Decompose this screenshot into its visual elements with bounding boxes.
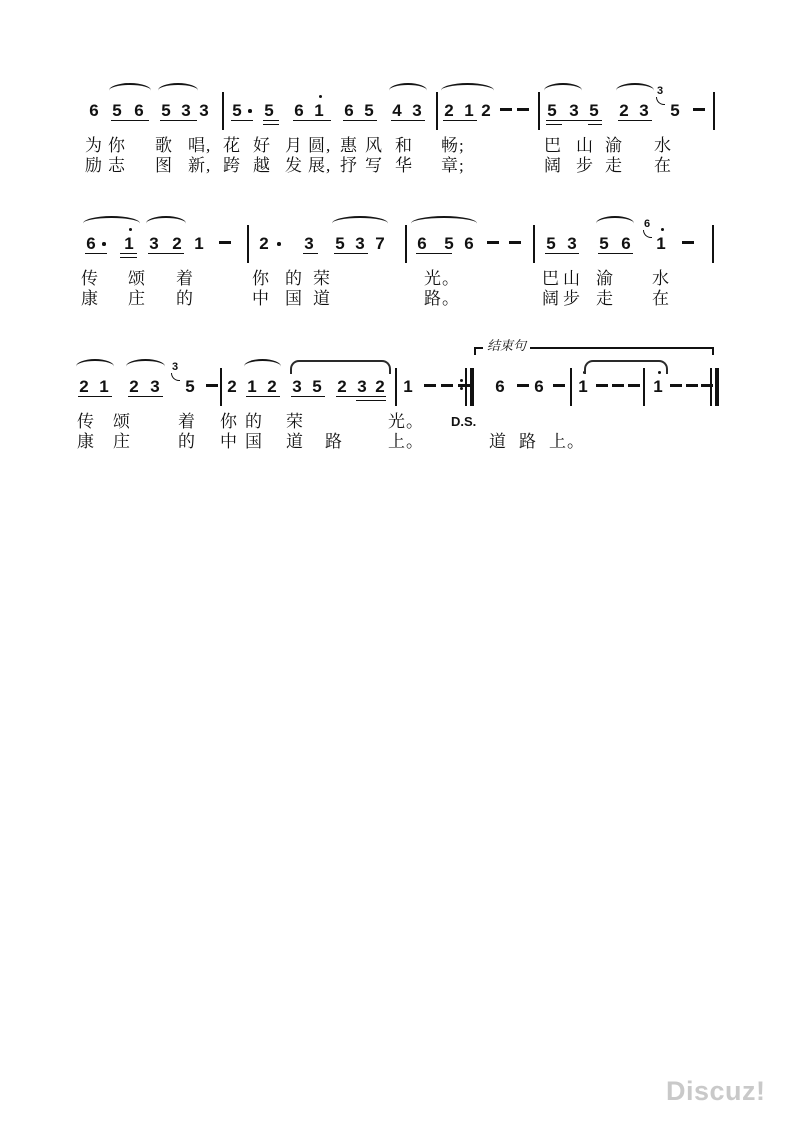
lyric-verse2: 跨 — [223, 156, 241, 175]
barline — [436, 92, 438, 130]
lyric-verse2: 路。 — [424, 289, 460, 308]
note-digit: 3 — [569, 101, 579, 120]
beam-underline-2 — [356, 400, 386, 402]
beam-underline-1 — [85, 253, 107, 255]
lyric-verse2: 在 — [654, 156, 672, 175]
lyric-verse2: 阔 — [542, 289, 560, 308]
lyric-verse2: 国 — [285, 289, 303, 308]
note-digit: 6 — [464, 234, 474, 253]
note-digit: 2 — [337, 377, 347, 396]
lyric-verse2: 阔 — [544, 156, 562, 175]
slur-arc — [411, 216, 477, 231]
note-digit: 3 — [181, 101, 191, 120]
lyric-verse1: 荣 — [313, 269, 331, 288]
beam-underline-1 — [443, 120, 477, 122]
lyric-verse1: 的 — [245, 412, 263, 431]
lyric-verse1: 水 — [654, 136, 672, 155]
slur-arc — [126, 359, 165, 374]
slur-arc — [616, 83, 654, 98]
note-digit: 5 — [589, 101, 599, 120]
lyric-verse2: 励 — [85, 156, 103, 175]
note-digit: 3 — [304, 234, 314, 253]
grace-tie-hook — [643, 230, 652, 238]
note-digit: 3 — [292, 377, 302, 396]
duration-dash — [206, 384, 218, 387]
lyric-verse2: 庄 — [113, 432, 131, 451]
slur-arc — [158, 83, 198, 98]
note-digit: 3 — [639, 101, 649, 120]
note-digit: 2 — [227, 377, 237, 396]
beam-underline-2 — [263, 124, 279, 126]
lyric-verse2: 道 — [489, 432, 507, 451]
note-digit: 1 — [99, 377, 109, 396]
note-digit: 1 — [403, 377, 413, 396]
repeat-dot — [460, 387, 463, 390]
lyric-verse1: 巴 — [542, 269, 560, 288]
grace-tie-hook — [171, 373, 180, 381]
lyric-verse2: 的 — [176, 289, 194, 308]
lyric-verse2: 上。 — [388, 432, 424, 451]
note-digit: 1 — [653, 377, 663, 396]
note-digit: 5 — [547, 101, 557, 120]
beam-underline-1 — [293, 120, 331, 122]
duration-dash — [612, 384, 624, 387]
note-digit: 5 — [546, 234, 556, 253]
final-thick-barline — [715, 368, 720, 406]
lyric-verse2: 越 — [253, 156, 271, 175]
barline — [712, 225, 714, 263]
slur-arc — [244, 359, 281, 374]
slur-arc — [596, 216, 634, 231]
lyric-verse1: 唱, — [188, 136, 212, 155]
note-digit: 1 — [314, 101, 324, 120]
beam-underline-1 — [148, 253, 184, 255]
tie-flat — [584, 360, 668, 374]
note-digit: 3 — [567, 234, 577, 253]
lyric-verse1: 颂 — [113, 412, 131, 431]
note-digit: 6 — [417, 234, 427, 253]
lyric-verse2: 在 — [652, 289, 670, 308]
note-digit: 6 — [344, 101, 354, 120]
lyric-verse1: 花 — [223, 136, 241, 155]
lyric-verse2: 抒 — [340, 156, 358, 175]
note-digit: 1 — [578, 377, 588, 396]
lyric-verse1: 好 — [253, 136, 271, 155]
note-digit: 6 — [294, 101, 304, 120]
barline — [222, 92, 224, 130]
lyric-verse2: 华 — [395, 156, 413, 175]
lyric-verse2: 写 — [365, 156, 383, 175]
duration-dash — [682, 241, 694, 244]
note-digit: 5 — [312, 377, 322, 396]
lyric-verse1: 山 — [563, 269, 581, 288]
beam-underline-1 — [336, 396, 386, 398]
repeat-thin-barline — [465, 368, 467, 406]
lyric-verse2: 中 — [252, 289, 270, 308]
duration-dash — [441, 384, 453, 387]
ending-phrase-label: 结束句 — [483, 339, 530, 353]
beam-underline-1 — [246, 396, 280, 398]
grace-note: 6 — [644, 218, 651, 230]
lyric-verse2: 发 — [285, 156, 303, 175]
repeat-dot — [460, 379, 463, 382]
lyric-verse2: 章; — [441, 156, 465, 175]
lyric-verse2: 的 — [178, 432, 196, 451]
beam-underline-1 — [78, 396, 112, 398]
lyric-verse1: 月 — [285, 136, 303, 155]
lyric-verse2: 展, — [308, 156, 332, 175]
lyric-verse1: 你 — [108, 136, 126, 155]
beam-underline-1 — [334, 253, 368, 255]
lyric-verse2: 路 — [519, 432, 537, 451]
note-digit: 3 — [357, 377, 367, 396]
lyric-verse1: 风 — [365, 136, 383, 155]
slur-arc — [83, 216, 140, 231]
duration-dash — [670, 384, 682, 387]
slur-arc — [441, 83, 494, 98]
grace-note: 3 — [657, 85, 664, 97]
duration-dot — [248, 109, 252, 113]
slur-arc — [332, 216, 388, 231]
lyric-verse2: 步 — [576, 156, 594, 175]
note-digit: 1 — [464, 101, 474, 120]
note-digit: 2 — [481, 101, 491, 120]
note-digit: 5 — [112, 101, 122, 120]
beam-underline-1 — [618, 120, 652, 122]
lyric-verse1: 巴 — [544, 136, 562, 155]
ending-bracket-tick-left — [474, 347, 476, 355]
note-digit: 3 — [149, 234, 159, 253]
grace-note: 3 — [172, 361, 179, 373]
discuz-watermark: Discuz! — [666, 1076, 766, 1106]
lyric-verse2: 图 — [155, 156, 173, 175]
lyric-verse1: 和 — [395, 136, 413, 155]
beam-underline-2 — [588, 124, 602, 126]
note-digit: 2 — [375, 377, 385, 396]
duration-dash — [487, 241, 499, 244]
lyric-verse1: 为 — [85, 136, 103, 155]
dal-segno-mark: D.S. — [451, 414, 477, 429]
duration-dash — [517, 384, 529, 387]
duration-dash — [424, 384, 436, 387]
lyric-verse2: 庄 — [128, 289, 146, 308]
note-digit: 2 — [267, 377, 277, 396]
barline — [405, 225, 407, 263]
note-digit: 1 — [656, 234, 666, 253]
note-digit: 4 — [392, 101, 402, 120]
beam-underline-1 — [598, 253, 633, 255]
lyric-verse2: 中 — [220, 432, 238, 451]
lyric-verse1: 传 — [77, 412, 95, 431]
note-digit: 2 — [172, 234, 182, 253]
note-digit: 6 — [86, 234, 96, 253]
duration-dash — [509, 241, 521, 244]
lyric-verse1: 的 — [285, 269, 303, 288]
slur-arc — [109, 83, 151, 98]
lyric-verse2: 康 — [81, 289, 99, 308]
lyric-verse1: 圆, — [308, 136, 332, 155]
duration-dash — [219, 241, 231, 244]
lyric-verse2: 道 — [313, 289, 331, 308]
lyric-verse2: 国 — [245, 432, 263, 451]
octave-dot — [319, 95, 322, 98]
note-digit: 3 — [150, 377, 160, 396]
note-digit: 5 — [232, 101, 242, 120]
duration-dot — [277, 242, 281, 246]
lyric-verse2: 走 — [596, 289, 614, 308]
barline — [538, 92, 540, 130]
lyric-verse1: 水 — [652, 269, 670, 288]
beam-underline-1 — [160, 120, 197, 122]
lyric-verse1: 着 — [178, 412, 196, 431]
lyric-verse2: 新, — [188, 156, 212, 175]
beam-underline-1 — [343, 120, 377, 122]
octave-dot — [661, 228, 664, 231]
duration-dash — [596, 384, 608, 387]
lyric-verse1: 传 — [81, 269, 99, 288]
lyric-verse1: 颂 — [128, 269, 146, 288]
beam-underline-1 — [128, 396, 163, 398]
beam-underline-1 — [111, 120, 149, 122]
note-digit: 2 — [129, 377, 139, 396]
barline — [220, 368, 222, 406]
lyric-verse1: 光。 — [388, 412, 424, 431]
tie-flat — [290, 360, 391, 374]
slur-arc — [389, 83, 427, 98]
slur-arc — [76, 359, 114, 374]
beam-underline-1 — [303, 253, 318, 255]
lyric-verse2: 步 — [563, 289, 581, 308]
slur-arc — [544, 83, 582, 98]
repeat-thick-barline — [470, 368, 475, 406]
note-digit: 1 — [247, 377, 257, 396]
barline — [395, 368, 397, 406]
lyric-verse1: 惠 — [340, 136, 358, 155]
barline — [570, 368, 572, 406]
note-digit: 6 — [534, 377, 544, 396]
barline — [533, 225, 535, 263]
duration-dash — [686, 384, 698, 387]
duration-dash — [500, 108, 512, 111]
note-digit: 6 — [621, 234, 631, 253]
note-digit: 5 — [670, 101, 680, 120]
lyric-verse2: 路 — [325, 432, 343, 451]
lyric-verse2: 道 — [286, 432, 304, 451]
note-digit: 7 — [375, 234, 385, 253]
lyric-verse1: 畅; — [441, 136, 465, 155]
duration-dash — [693, 108, 705, 111]
note-digit: 1 — [194, 234, 204, 253]
lyric-verse1: 你 — [252, 269, 270, 288]
lyric-verse2: 志 — [108, 156, 126, 175]
note-digit: 5 — [364, 101, 374, 120]
numbered-notation-score — [0, 0, 792, 560]
lyric-verse1: 光。 — [424, 269, 460, 288]
duration-dash — [517, 108, 529, 111]
beam-underline-1 — [263, 120, 279, 122]
beam-underline-2 — [546, 124, 562, 126]
note-digit: 3 — [412, 101, 422, 120]
beam-underline-1 — [391, 120, 425, 122]
lyric-verse2: 上。 — [549, 432, 585, 451]
beam-underline-1 — [231, 120, 253, 122]
note-digit: 5 — [599, 234, 609, 253]
note-digit: 2 — [79, 377, 89, 396]
beam-underline-1 — [120, 253, 137, 255]
note-digit: 3 — [199, 101, 209, 120]
note-digit: 2 — [619, 101, 629, 120]
note-digit: 6 — [134, 101, 144, 120]
slur-arc — [146, 216, 186, 231]
duration-dot — [102, 242, 106, 246]
beam-underline-1 — [546, 120, 602, 122]
note-digit: 2 — [259, 234, 269, 253]
lyric-verse1: 荣 — [286, 412, 304, 431]
note-digit: 5 — [185, 377, 195, 396]
note-digit: 3 — [355, 234, 365, 253]
lyric-verse1: 渝 — [596, 269, 614, 288]
barline — [247, 225, 249, 263]
note-digit: 6 — [495, 377, 505, 396]
lyric-verse2: 走 — [605, 156, 623, 175]
note-digit: 5 — [264, 101, 274, 120]
grace-tie-hook — [656, 97, 665, 105]
beam-underline-1 — [291, 396, 325, 398]
lyric-verse1: 山 — [576, 136, 594, 155]
lyric-verse1: 歌 — [155, 136, 173, 155]
note-digit: 5 — [444, 234, 454, 253]
note-digit: 2 — [444, 101, 454, 120]
beam-underline-1 — [416, 253, 452, 255]
ending-bracket-tick-right — [712, 347, 714, 355]
final-thin-barline — [710, 368, 712, 406]
beam-underline-2 — [120, 257, 137, 259]
lyric-verse1: 渝 — [605, 136, 623, 155]
lyric-verse1: 你 — [220, 412, 238, 431]
lyric-verse1: 着 — [176, 269, 194, 288]
beam-underline-1 — [545, 253, 579, 255]
note-digit: 5 — [335, 234, 345, 253]
duration-dash — [628, 384, 640, 387]
note-digit: 5 — [161, 101, 171, 120]
lyric-verse2: 康 — [77, 432, 95, 451]
note-digit: 1 — [124, 234, 134, 253]
barline — [713, 92, 715, 130]
duration-dash — [553, 384, 565, 387]
note-digit: 6 — [89, 101, 99, 120]
